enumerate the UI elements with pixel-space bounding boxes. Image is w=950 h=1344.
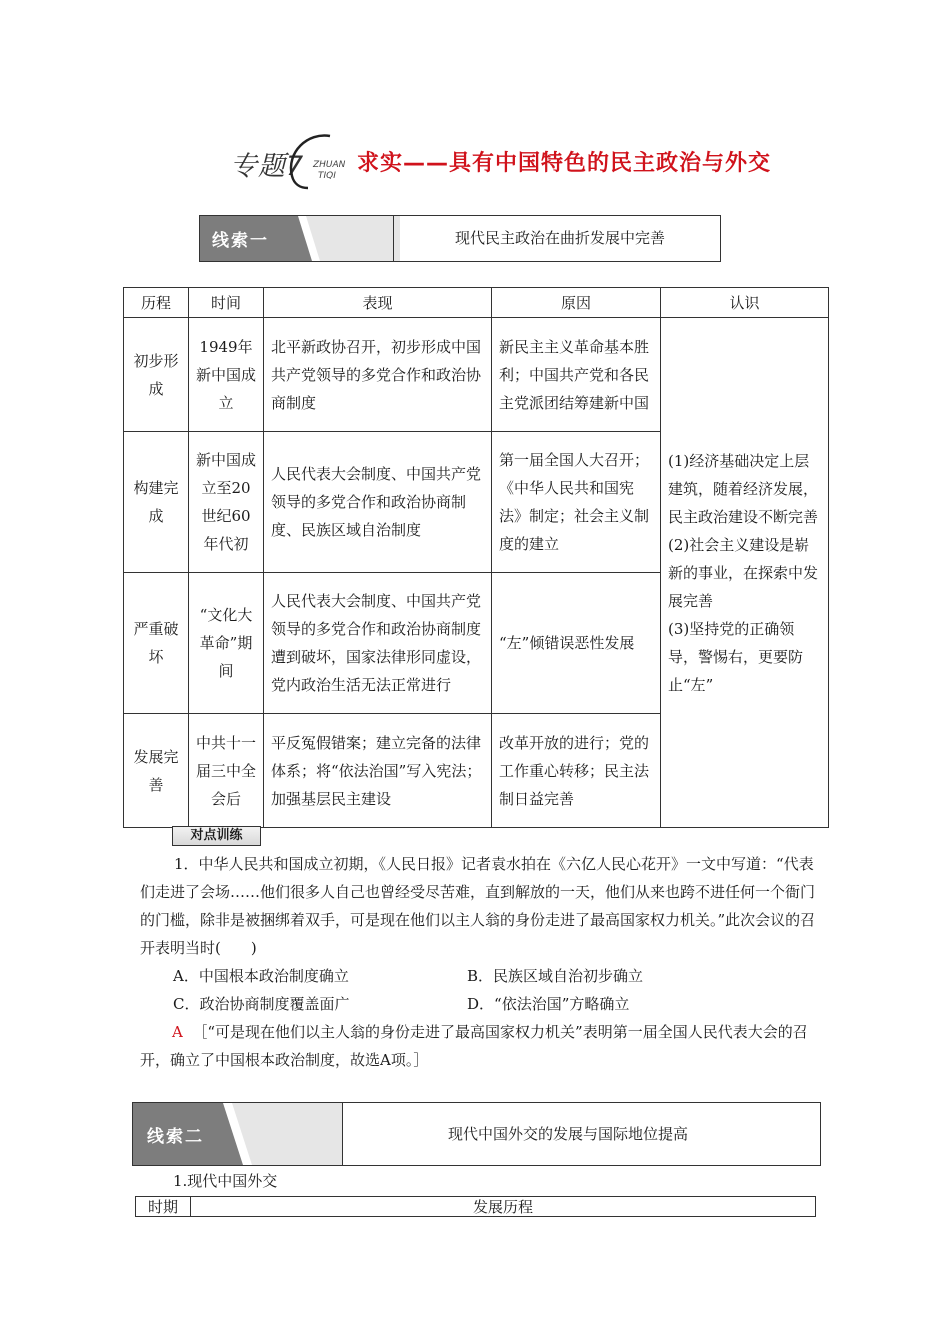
row-performance: 平反冤假错案；建立完备的法律体系；将“依法治国”写入宪法；加强基层民主建设 bbox=[264, 714, 492, 828]
clue-2-tag: 线索二 bbox=[147, 1127, 204, 1147]
header-performance: 表现 bbox=[264, 288, 492, 318]
explanation-text: ［“可是现在他们以主人翁的身份走进了最高国家权力机关”表明第一届全国人民代表大会的召开，确立了中国根本政治制度，故选A项。］ bbox=[140, 1023, 808, 1069]
clue-2-title: 现代中国外交的发展与国际地位提高 bbox=[448, 1125, 689, 1143]
header-period: 时期 bbox=[136, 1197, 191, 1217]
header-understanding: 认识 bbox=[661, 288, 829, 318]
row-reason: 第一届全国人大召开；《中华人民共和国宪法》制定；社会主义制度的建立 bbox=[492, 432, 661, 573]
diplomacy-table bbox=[135, 1196, 816, 1217]
topic-sub-label-2: TIQI bbox=[318, 171, 336, 181]
table-row bbox=[124, 318, 829, 432]
section-heading: 1.现代中国外交 bbox=[173, 1172, 278, 1190]
header-history: 发展历程 bbox=[191, 1197, 816, 1217]
row-reason: 改革开放的进行；党的工作重心转移；民主法制日益完善 bbox=[492, 714, 661, 828]
option-d: D．“依法治国”方略确立 bbox=[467, 995, 630, 1013]
row-time: 1949年新中国成立 bbox=[189, 318, 264, 432]
row-time: 中共十一届三中全会后 bbox=[189, 714, 264, 828]
row-performance: 北平新政协召开，初步形成中国共产党领导的多党合作和政治协商制度 bbox=[264, 318, 492, 432]
page-title: 求实——具有中国特色的民主政治与外交 bbox=[357, 151, 772, 176]
clue-2-banner bbox=[132, 1102, 821, 1166]
topic-label: 专题7 bbox=[230, 151, 305, 182]
row-stage: 发展完善 bbox=[124, 714, 189, 828]
understanding-point-3: (3)坚持党的正确领导，警惕右，更要防止“左” bbox=[668, 619, 804, 694]
understanding-point-1: (1)经济基础决定上层建筑，随着经济发展，民主政治建设不断完善 bbox=[668, 451, 819, 526]
topic-sub-label-1: ZHUAN bbox=[313, 160, 346, 170]
option-b: B．民族区域自治初步确立 bbox=[467, 967, 644, 985]
row-performance: 人民代表大会制度、中国共产党领导的多党合作和政治协商制度、民族区域自治制度 bbox=[264, 432, 492, 573]
democracy-table bbox=[123, 287, 829, 828]
answer-explanation bbox=[140, 1018, 818, 1074]
row-stage: 构建完成 bbox=[124, 432, 189, 573]
question-text: 1．中华人民共和国成立初期，《人民日报》记者袁水拍在《六亿人民心花开》一文中写道：“代表们走进了会场……他们很多人自己也曾经受尽苦难，直到解放的一天，他们从来也跨不进任何一个衙门的门槛，除非是被捆绑着双手，可是现在他们以主人翁的身份走进了最高国家权力机关。”此次会议的召开表明当时( ) bbox=[140, 855, 816, 957]
header-stage: 历程 bbox=[124, 288, 189, 318]
row-reason: 新民主主义革命基本胜利；中国共产党和各民主党派团结筹建新中国 bbox=[492, 318, 661, 432]
answer-letter: A bbox=[172, 1023, 183, 1041]
row-time: 新中国成立至20世纪60年代初 bbox=[189, 432, 264, 573]
row-stage: 初步形成 bbox=[124, 318, 189, 432]
header-time: 时间 bbox=[189, 288, 264, 318]
clue-1-divider bbox=[393, 216, 394, 261]
clue-2-divider bbox=[342, 1103, 343, 1165]
clue-1-title: 现代民主政治在曲折发展中完善 bbox=[455, 229, 666, 247]
option-a: A．中国根本政治制度确立 bbox=[173, 967, 349, 985]
header-reason: 原因 bbox=[492, 288, 661, 318]
understanding-cell bbox=[661, 318, 829, 828]
clue-1-tag: 线索一 bbox=[212, 231, 269, 251]
row-time: “文化大革命”期间 bbox=[189, 573, 264, 714]
understanding-point-2: (2)社会主义建设是崭新的事业，在探索中发展完善 bbox=[668, 535, 819, 610]
practice-tag: 对点训练 bbox=[172, 826, 261, 846]
clue-1-banner bbox=[199, 215, 721, 262]
row-performance: 人民代表大会制度、中国共产党领导的多党合作和政治协商制度遭到破坏，国家法律形同虚设，党内政治生活无法正常进行 bbox=[264, 573, 492, 714]
row-reason: “左”倾错误恶性发展 bbox=[492, 573, 661, 714]
option-c: C．政治协商制度覆盖面广 bbox=[173, 995, 350, 1013]
row-stage: 严重破坏 bbox=[124, 573, 189, 714]
